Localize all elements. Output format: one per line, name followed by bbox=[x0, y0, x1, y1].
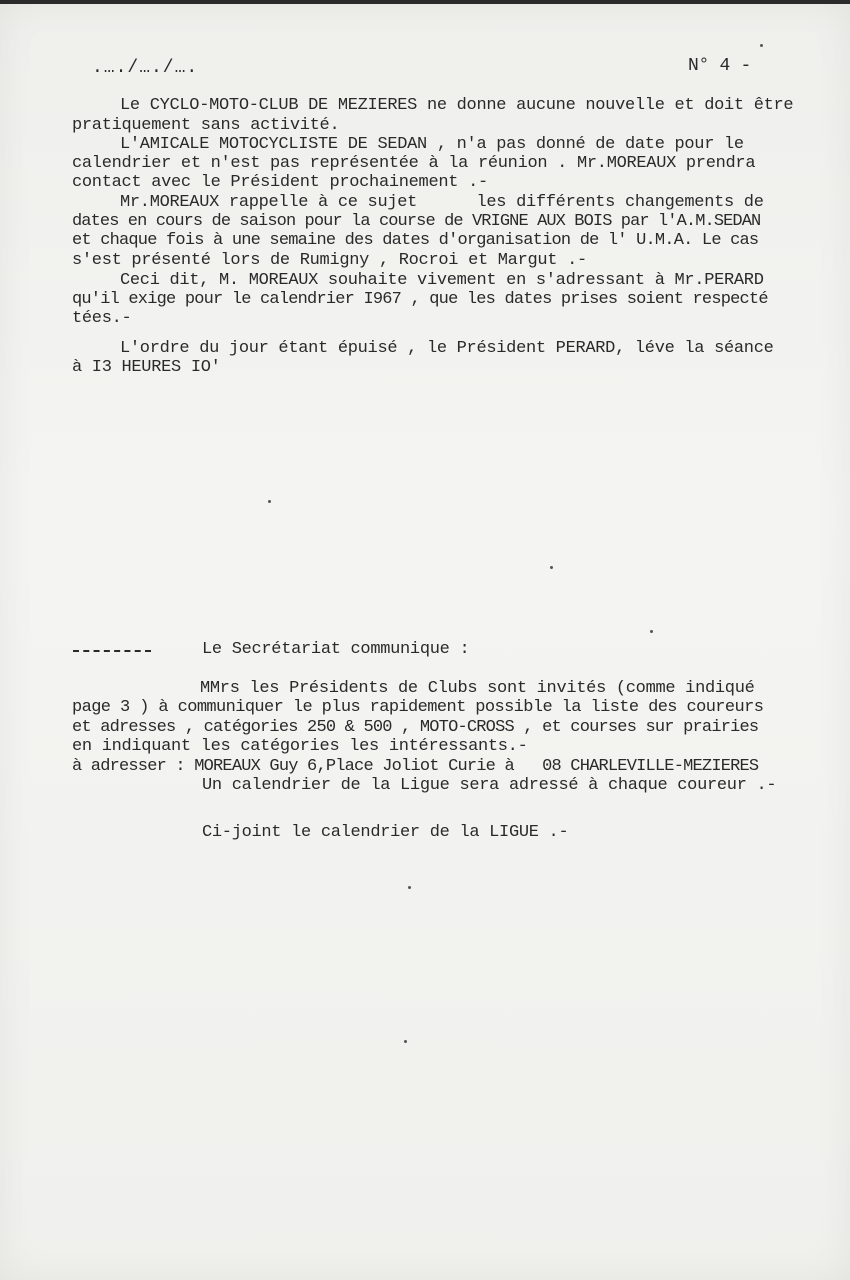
text-line: pratiquement sans activité. bbox=[72, 116, 340, 135]
text-line: en indiquant les catégories les intéressants.- bbox=[72, 737, 528, 756]
text-line: dates en cours de saison pour la course de VRIGNE AUX BOIS par l'A.M.SEDAN bbox=[72, 212, 761, 231]
text-line: page 3 ) à communiquer le plus rapidement possible la liste des coureurs bbox=[72, 698, 764, 717]
text-line: et chaque fois à une semaine des dates d'organisation de l' U.M.A. Le cas bbox=[72, 231, 759, 250]
page-number: N° 4 - bbox=[688, 56, 752, 76]
text-line: Ceci dit, M. MOREAUX souhaite vivement en s'adressant à Mr.PERARD bbox=[120, 271, 764, 290]
text-line: et adresses , catégories 250 & 500 , MOTO-CROSS , et courses sur prairies bbox=[72, 718, 759, 737]
section-heading: Le Secrétariat communique : bbox=[202, 640, 470, 659]
text-line: MMrs les Présidents de Clubs sont invités (comme indiqué bbox=[200, 679, 755, 698]
scan-speck bbox=[550, 566, 553, 569]
text-line: tées.- bbox=[72, 309, 132, 328]
text-line: L'AMICALE MOTOCYCLISTE DE SEDAN , n'a pas donné de date pour le bbox=[120, 135, 744, 154]
scan-speck bbox=[404, 1040, 407, 1043]
text-line: Le CYCLO-MOTO-CLUB DE MEZIERES ne donne aucune nouvelle et doit être bbox=[120, 96, 794, 115]
text-line: calendrier et n'est pas représentée à la réunion . Mr.MOREAUX prendra bbox=[72, 154, 756, 173]
scan-speck bbox=[268, 500, 271, 503]
text-line: Un calendrier de la Ligue sera adressé à chaque coureur .- bbox=[202, 776, 777, 795]
text-line: qu'il exige pour le calendrier I967 , que les dates prises soient respecté bbox=[72, 290, 768, 309]
text-line: Mr.MOREAUX rappelle à ce sujet les différents changements de bbox=[120, 193, 764, 212]
scan-speck bbox=[650, 630, 653, 633]
scan-speck bbox=[408, 886, 411, 889]
scan-speck bbox=[760, 44, 763, 47]
page-top-edge bbox=[0, 0, 850, 4]
reference-dots: .…./…./…. bbox=[92, 58, 199, 78]
dashed-rule bbox=[73, 650, 151, 652]
closing-line: Ci-joint le calendrier de la LIGUE .- bbox=[202, 823, 569, 842]
text-line: L'ordre du jour étant épuisé , le Président PERARD, léve la séance bbox=[120, 339, 774, 358]
text-line: s'est présenté lors de Rumigny , Rocroi et Margut .- bbox=[72, 251, 587, 270]
text-line: contact avec le Président prochainement .- bbox=[72, 173, 488, 192]
text-line: à adresser : MOREAUX Guy 6,Place Joliot Curie à 08 CHARLEVILLE-MEZIERES bbox=[72, 757, 759, 776]
text-line: à I3 HEURES IO' bbox=[72, 358, 221, 377]
